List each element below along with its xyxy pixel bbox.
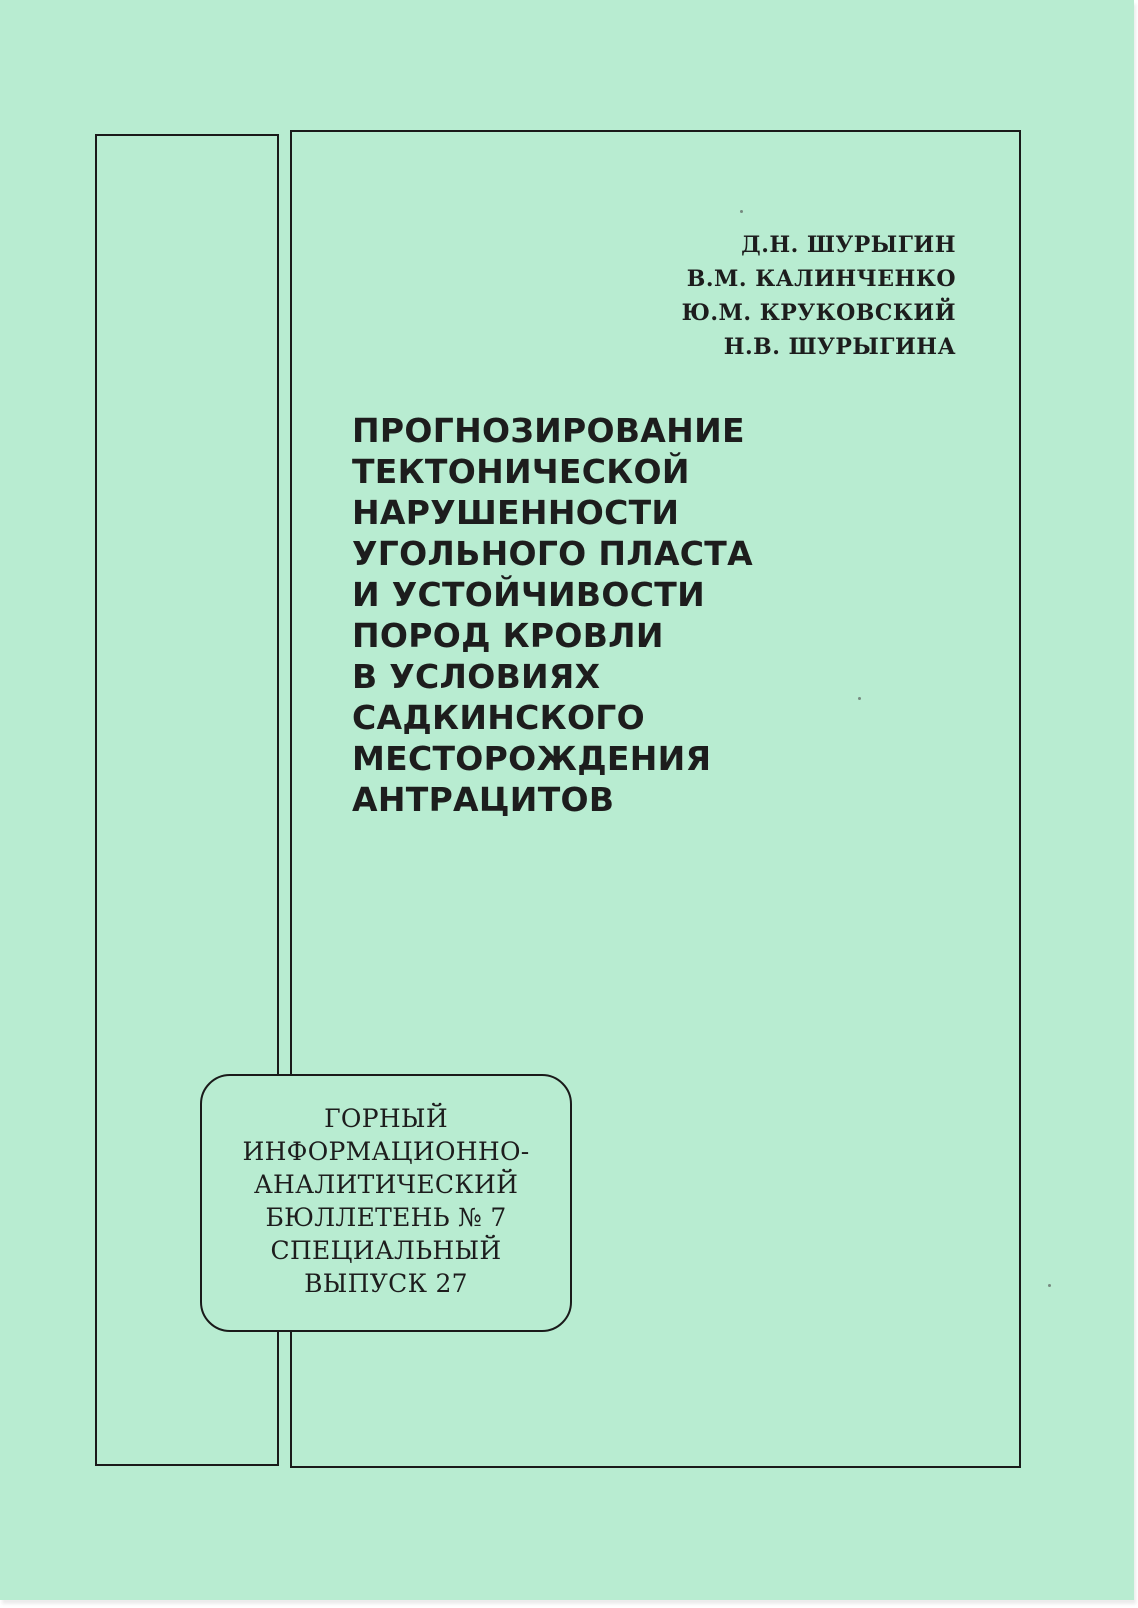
series-label-box xyxy=(200,1074,572,1332)
author-name: Ю.М. КРУКОВСКИЙ xyxy=(681,300,956,326)
series-line: ИНФОРМАЦИОННО- xyxy=(242,1137,530,1166)
title-line: ПРОГНОЗИРОВАНИЕ xyxy=(352,411,745,450)
series-line: ГОРНЫЙ xyxy=(324,1104,448,1133)
title-line: В УСЛОВИЯХ xyxy=(352,657,601,696)
print-speck xyxy=(740,210,743,213)
title-line: АНТРАЦИТОВ xyxy=(352,780,615,819)
print-speck xyxy=(858,697,861,700)
title-line: ТЕКТОНИЧЕСКОЙ xyxy=(352,452,690,491)
series-line: БЮЛЛЕТЕНЬ № 7 xyxy=(265,1203,507,1232)
author-name: Н.В. ШУРЫГИНА xyxy=(723,334,956,360)
series-line: АНАЛИТИЧЕСКИЙ xyxy=(253,1170,519,1199)
authors-block xyxy=(682,228,956,364)
title-line: НАРУШЕННОСТИ xyxy=(352,493,680,532)
book-title xyxy=(352,410,753,820)
title-line: МЕСТОРОЖДЕНИЯ xyxy=(352,739,712,778)
title-line: И УСТОЙЧИВОСТИ xyxy=(352,575,705,614)
author-name: Д.Н. ШУРЫГИН xyxy=(741,232,956,258)
series-line: СПЕЦИАЛЬНЫЙ xyxy=(270,1236,502,1265)
series-line: ВЫПУСК 27 xyxy=(304,1269,468,1298)
title-line: САДКИНСКОГО xyxy=(352,698,645,737)
print-speck xyxy=(1048,1284,1051,1287)
title-line: ПОРОД КРОВЛИ xyxy=(352,616,664,655)
author-name: В.М. КАЛИНЧЕНКО xyxy=(686,266,956,292)
series-label xyxy=(202,1102,570,1300)
title-line: УГОЛЬНОГО ПЛАСТА xyxy=(352,534,753,573)
